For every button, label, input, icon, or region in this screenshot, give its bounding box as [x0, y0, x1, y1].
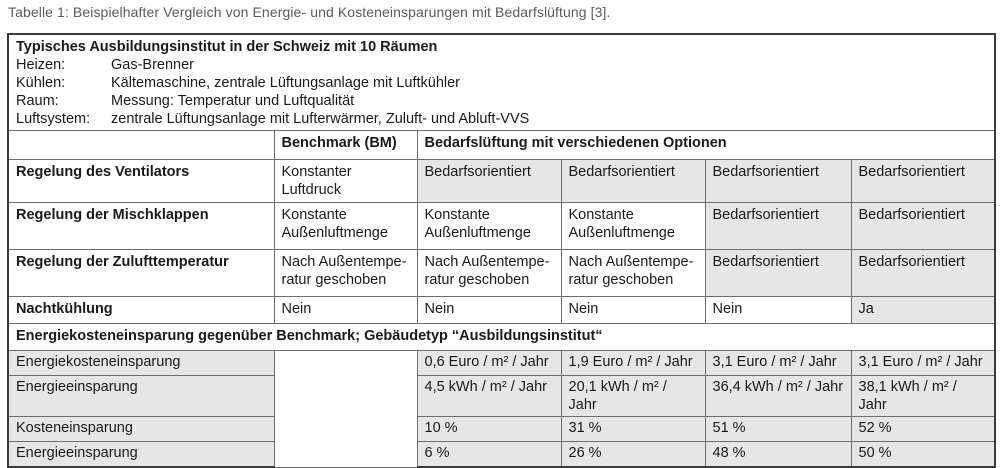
table-cell: Bedarfsorientiert [705, 250, 851, 297]
row-label: Regelung der Mischklappen [8, 203, 274, 250]
table-cell: Bedarfsorientiert [851, 250, 995, 297]
savings-value: 38,1 kWh / m² / Jahr [851, 376, 995, 417]
savings-value: 3,1 Euro / m² / Jahr [705, 351, 851, 376]
table-cell: Nein [561, 297, 705, 324]
savings-value: 4,5 kWh / m² / Jahr [417, 376, 561, 417]
header-benchmark: Benchmark (BM) [274, 131, 417, 160]
savings-label: Kosteneinsparung [8, 417, 274, 442]
info-block [8, 34, 995, 131]
savings-row [8, 417, 995, 442]
savings-label: Energieeinsparung [8, 376, 274, 417]
savings-value: 26 % [561, 442, 705, 468]
savings-value: 10 % [417, 417, 561, 442]
table-cell: Konstanter Luftdruck [274, 160, 417, 203]
savings-value: 51 % [705, 417, 851, 442]
info-label: Heizen: [16, 57, 66, 73]
table-cell: Bedarfsorientiert [705, 160, 851, 203]
table-cell: Nein [417, 297, 561, 324]
savings-value: 48 % [705, 442, 851, 468]
table-cell: Nach Außentempe-ratur geschoben [561, 250, 705, 297]
info-row [8, 34, 995, 131]
table-row [8, 250, 995, 297]
savings-row [8, 351, 995, 376]
table-cell: Nach Außentempe-ratur geschoben [274, 250, 417, 297]
table-cell: Bedarfsorientiert [851, 160, 995, 203]
savings-label: Energiekosteneinsparung [8, 351, 274, 376]
table-cell: Bedarfsorientiert [417, 160, 561, 203]
section-title: Energiekosteneinsparung gegenüber Benchmark; Gebäudetyp “Ausbildungsinstitut“ [8, 324, 995, 351]
table-cell: Bedarfsorientiert [561, 160, 705, 203]
table-cell: Konstante Außenluftmenge [561, 203, 705, 250]
table-cell: Konstante Außenluftmenge [274, 203, 417, 250]
table-row [8, 203, 995, 250]
row-label: Regelung des Ventilators [8, 160, 274, 203]
savings-value: 6 % [417, 442, 561, 468]
table-row [8, 160, 995, 203]
table-cell: Ja [851, 297, 995, 324]
savings-label: Energieeinsparung [8, 442, 274, 468]
info-value: Gas-Brenner [111, 57, 195, 73]
info-line [16, 110, 987, 128]
savings-value: 31 % [561, 417, 705, 442]
info-value: Kältemaschine, zentrale Lüftungsanlage mit Luftkühler [111, 75, 461, 91]
table-cell: Nein [274, 297, 417, 324]
table-cell: Konstante Außenluftmenge [417, 203, 561, 250]
savings-value: 20,1 kWh / m² / Jahr [561, 376, 705, 417]
header-empty-cell [8, 131, 274, 160]
section-row [8, 324, 995, 351]
savings-value: 1,9 Euro / m² / Jahr [561, 351, 705, 376]
savings-value: 36,4 kWh / m² / Jahr [705, 376, 851, 417]
info-title: Typisches Ausbildungsinstitut in der Schweiz mit 10 Räumen [16, 39, 438, 55]
savings-row [8, 376, 995, 417]
info-line [16, 74, 987, 92]
info-line [16, 92, 987, 110]
info-label: Raum: [16, 93, 59, 109]
header-options: Bedarfslüftung mit verschiedenen Optionen [417, 131, 995, 160]
row-label: Regelung der Zulufttemperatur [8, 250, 274, 297]
info-value: Messung: Temperatur und Luftqualität [111, 93, 355, 109]
table-cell: Nach Außentempe-ratur geschoben [417, 250, 561, 297]
info-line [16, 56, 987, 74]
table-header-row [8, 131, 995, 160]
savings-value: 3,1 Euro / m² / Jahr [851, 351, 995, 376]
savings-row [8, 442, 995, 468]
info-label: Kühlen: [16, 75, 66, 91]
savings-value: 52 % [851, 417, 995, 442]
table-row [8, 297, 995, 324]
info-value: zentrale Lüftungsanlage mit Lufterwärmer, Zuluft- und Abluft-VVS [111, 111, 530, 127]
table-cell: Bedarfsorientiert [851, 203, 995, 250]
savings-value: 50 % [851, 442, 995, 468]
comparison-table [7, 33, 996, 468]
table-caption: Tabelle 1: Beispielhafter Vergleich von Energie- und Kosteneinsparungen mit Bedarfslüftung [3]. [8, 4, 611, 20]
table-cell: Nein [705, 297, 851, 324]
benchmark-blank-cell [274, 351, 417, 468]
row-label: Nachtkühlung [8, 297, 274, 324]
savings-value: 0,6 Euro / m² / Jahr [417, 351, 561, 376]
table-cell: Bedarfsorientiert [705, 203, 851, 250]
info-label: Luftsystem: [16, 111, 91, 127]
